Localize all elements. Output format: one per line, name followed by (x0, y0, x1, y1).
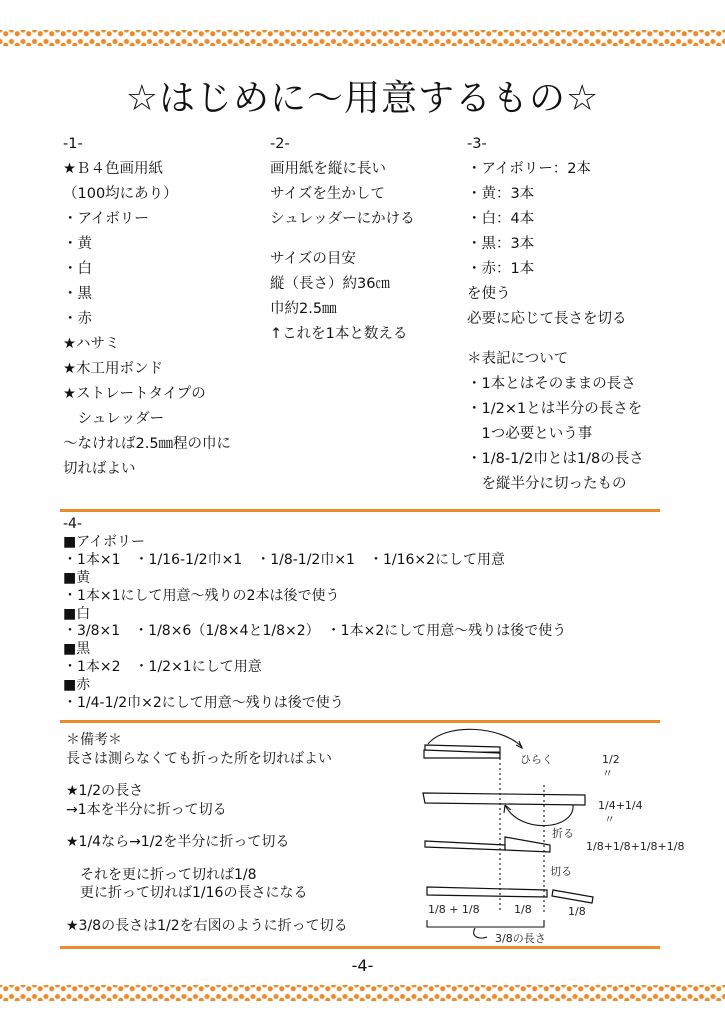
text-line: ■アイボリー (63, 533, 145, 550)
divider (60, 946, 660, 949)
text-line: サイズの目安 (270, 250, 356, 267)
text-line: 更に折って切れば1/16の長さになる (66, 885, 308, 901)
text-line: ★ハサミ (63, 336, 120, 352)
text-line: サイズを生かして (270, 186, 385, 202)
text-line (66, 852, 348, 866)
fold-label: 折る (552, 827, 574, 840)
folding-diagram (410, 725, 685, 950)
section-heading: -1- (63, 136, 83, 152)
notes-section (66, 731, 348, 935)
column-1 (63, 132, 231, 482)
text-line: ・3/8×1 ・1/8×6（1/8×4と1/8×2） ・1本×2にして用意～残りは後で使う (63, 623, 567, 640)
text-line: ＊備考＊ (66, 732, 122, 748)
eighths-label: 1/8+1/8+1/8+1/8 (586, 840, 685, 853)
text-line: ・1本×1 ・1/16-1/2巾×1 ・1/8-1/2巾×1 ・1/16×2にして用意 (63, 551, 506, 568)
text-line (270, 232, 415, 247)
column-2 (270, 132, 415, 347)
right-piece-label: 1/8 (568, 905, 586, 918)
divider (60, 509, 660, 512)
text-line (66, 768, 348, 782)
text-line: ～なければ2.5㎜程の巾に (63, 436, 232, 452)
text-line: ・黄：3本 (467, 186, 535, 202)
text-line: 必要に応じて長さを切る (467, 311, 627, 327)
length-label: 3/8の長さ (495, 932, 546, 945)
text-line: ★3/8の長さは1/2を右図のように折って切る (66, 917, 348, 934)
text-line (66, 903, 348, 917)
left-pair-label: 1/8 + 1/8 (428, 903, 480, 916)
text-line: 長さは測らなくても折った所を切ればよい (66, 750, 332, 767)
text-line: ・1本とはそのままの長さ (467, 375, 636, 392)
text-line: 1つ必要という事 (467, 425, 593, 442)
text-line (66, 819, 348, 833)
text-line: 画用紙を縦に長い (270, 161, 386, 177)
quarters-label: 1/4+1/4 (598, 799, 643, 812)
column-3 (467, 132, 644, 497)
text-line: ・アイボリー (63, 211, 149, 227)
section-heading: -4- (63, 516, 83, 532)
text-line: ■赤 (63, 677, 91, 694)
text-line: ・黄 (63, 236, 92, 252)
top-dot-border (0, 30, 725, 46)
text-line: 縦（長さ）約36㎝ (270, 275, 390, 292)
text-line: ・1本×2 ・1/2×1にして用意 (63, 659, 262, 676)
text-line: ・アイボリー：2本 (467, 161, 591, 177)
half-label: 1/2 (602, 753, 620, 766)
text-line: ・赤：1本 (467, 261, 535, 277)
text-line: ■黒 (63, 641, 91, 658)
mid-label: 1/8 (514, 903, 532, 916)
ditto-mark: 〃 (604, 813, 615, 826)
divider (60, 720, 660, 723)
section-4 (63, 516, 566, 713)
text-line: ・1本×1にして用意～残りの2本は後で使う (63, 587, 340, 604)
text-line: ・白：4本 (467, 211, 535, 227)
page-title: ☆はじめに～用意するもの☆ (125, 78, 600, 119)
text-line: ＊表記について (467, 350, 569, 367)
text-line: ・1/4-1/2巾×2にして用意～残りは後で使う (63, 695, 344, 712)
text-line: ★Ｂ４色画用紙 (63, 161, 163, 177)
text-line: ・1/8-1/2巾とは1/8の長さ (467, 450, 644, 467)
text-line: ★木工用ボンド (63, 361, 163, 377)
text-line: 巾約2.5㎜ (270, 300, 337, 317)
cut-label: 切る (550, 865, 572, 878)
text-line: →1本を半分に折って切る (66, 801, 227, 818)
text-line: ・黒：3本 (467, 236, 535, 252)
text-line: ★ストレートタイプの (63, 386, 206, 402)
text-line: 切ればよい (63, 461, 136, 477)
page-number: -4- (351, 956, 374, 975)
text-line: ★1/4なら→1/2を半分に折って切る (66, 834, 290, 850)
text-line: ・1/2×1とは半分の長さを (467, 400, 643, 417)
text-line: ↑これを1本と数える (270, 325, 408, 342)
text-line: ■黄 (63, 569, 91, 586)
text-line: ・赤 (63, 311, 92, 327)
text-line: （100均にあり） (63, 186, 178, 202)
text-line: シュレッダー (63, 411, 165, 427)
text-line: シュレッダーにかける (270, 211, 415, 227)
open-label: ひらく (520, 753, 553, 766)
text-line: ・白 (63, 261, 92, 277)
text-line: ★1/2の長さ (66, 783, 144, 799)
section-heading: -3- (467, 136, 487, 152)
text-line (467, 332, 644, 347)
text-line: ■白 (63, 605, 91, 622)
text-line: それを更に折って切れば1/8 (66, 866, 257, 883)
ditto-mark: 〃 (602, 767, 613, 780)
section-heading: -2- (270, 136, 290, 152)
text-line: を縦半分に切ったもの (467, 475, 627, 492)
text-line: を使う (467, 286, 511, 302)
text-line: ・黒 (63, 286, 92, 302)
bottom-dot-border (0, 985, 725, 1001)
